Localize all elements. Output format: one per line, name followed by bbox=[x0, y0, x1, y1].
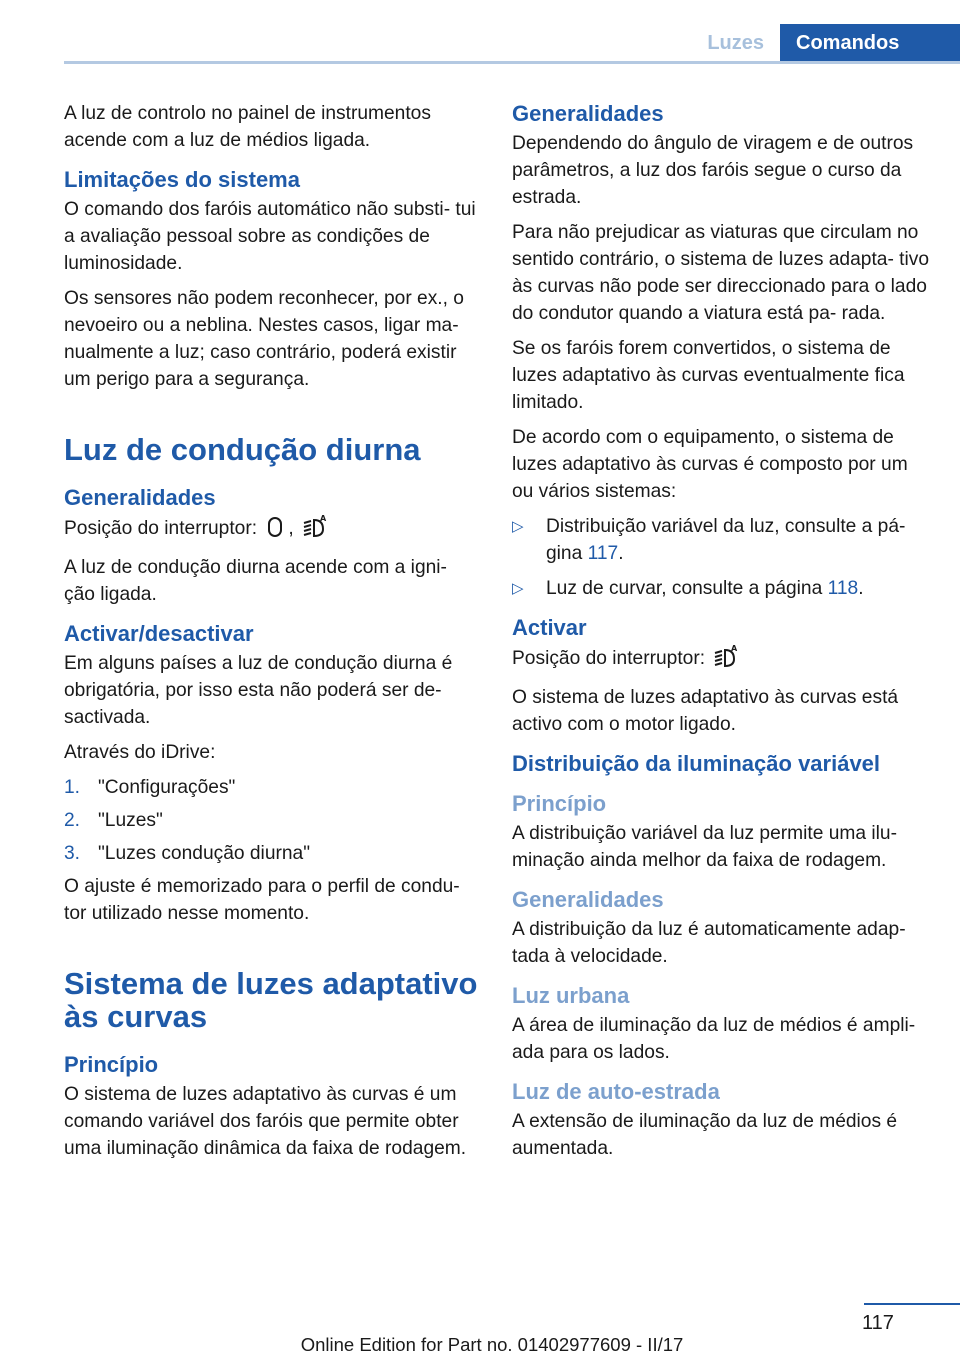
bullet-text-body: Luz de curvar, consulte a página bbox=[546, 578, 823, 599]
activate-paragraph: O sistema de luzes adaptativo às curvas está activo com o motor ligado. bbox=[512, 687, 899, 735]
activate-heading: Activar bbox=[512, 615, 587, 640]
bullet-marker: ▷ bbox=[512, 518, 524, 535]
switch-position-label: Posição do interruptor: bbox=[64, 518, 258, 539]
daytime-switch-position bbox=[64, 514, 478, 546]
variable-principle-heading: Princípio bbox=[512, 791, 607, 816]
step-text: "Configurações" bbox=[98, 777, 236, 798]
adaptive-lights-title: Sistema de luzes adaptativo às curvas bbox=[64, 966, 478, 1034]
motorway-light-heading: Luz de auto-estrada bbox=[512, 1079, 720, 1104]
step-number: 3. bbox=[64, 843, 81, 864]
system-limits-heading: Limitações do sistema bbox=[64, 167, 300, 192]
list-item bbox=[64, 774, 478, 801]
daytime-lights-title: Luz de condução diurna bbox=[64, 432, 421, 467]
variable-general-heading: Generalidades bbox=[512, 887, 664, 912]
edition-footer: Online Edition for Part no. 01402977609 - II/17 bbox=[300, 1334, 684, 1355]
right-column bbox=[512, 100, 932, 1170]
svg-text:A: A bbox=[731, 644, 738, 653]
page-link-117[interactable]: 117 bbox=[587, 543, 619, 564]
step-number: 1. bbox=[64, 777, 81, 798]
variable-distribution-heading: Distribuição da iluminação variável bbox=[512, 751, 881, 776]
header-tabs bbox=[691, 24, 960, 62]
adaptive-general-paragraph-4: De acordo com o equipamento, o sistema de luzes adaptativo às curvas é composto por um ou vários sistemas: bbox=[512, 427, 908, 502]
page-number: 117 bbox=[862, 1312, 894, 1334]
idrive-steps-list bbox=[64, 774, 478, 867]
adaptive-general-paragraph-3: Se os faróis forem convertidos, o sistema de luzes adaptativo às curvas eventualmente fica limitado. bbox=[512, 338, 905, 413]
bullet-text bbox=[546, 575, 864, 602]
page-link-118[interactable]: 118 bbox=[827, 578, 859, 599]
bullet-text bbox=[546, 513, 932, 567]
list-item bbox=[512, 575, 932, 602]
idrive-paragraph: Através do iDrive: bbox=[64, 742, 216, 763]
variable-principle-paragraph: A distribuição variável da luz permite uma ilu- minação ainda melhor da faixa de rodagem. bbox=[512, 823, 897, 871]
chapter-tab[interactable]: Comandos bbox=[780, 24, 960, 62]
adaptive-principle-heading: Princípio bbox=[64, 1052, 159, 1077]
switch-off-position-icon bbox=[266, 516, 284, 546]
adaptive-principle-paragraph: O sistema de luzes adaptativo às curvas é um comando variável dos faróis que permite obter uma iluminação dinâmica da faixa de rodagem. bbox=[64, 1084, 467, 1159]
motorway-light-paragraph: A extensão de iluminação da luz de médios é aumentada. bbox=[512, 1111, 898, 1159]
activate-deactivate-heading: Activar/desactivar bbox=[64, 621, 254, 646]
section-tab[interactable]: Luzes bbox=[691, 24, 780, 62]
adaptive-systems-list bbox=[512, 513, 932, 602]
auto-headlight-icon bbox=[303, 514, 329, 546]
bullet-text-body: Distribuição variável da luz, consulte a pá- gina bbox=[546, 516, 906, 564]
intro-paragraph: A luz de controlo no painel de instrumentos acende com a luz de médios ligada. bbox=[64, 103, 431, 151]
step-number: 2. bbox=[64, 810, 81, 831]
auto-headlight-icon bbox=[714, 644, 740, 676]
header-rule bbox=[64, 61, 960, 64]
urban-light-paragraph: A área de iluminação da luz de médios é ampli- ada para os lados. bbox=[512, 1015, 916, 1063]
list-item bbox=[64, 840, 478, 867]
list-item bbox=[64, 807, 478, 834]
svg-text:A: A bbox=[320, 514, 327, 523]
switch-separator: , bbox=[288, 518, 294, 539]
urban-light-heading: Luz urbana bbox=[512, 983, 630, 1008]
system-limits-paragraph-2: Os sensores não podem reconhecer, por ex., o nevoeiro ou a neblina. Nestes casos, ligar ma- nualmente a luz; caso contrário, poderá existir um perigo para a segurança. bbox=[64, 288, 464, 390]
bullet-marker: ▷ bbox=[512, 580, 524, 597]
list-item bbox=[512, 513, 932, 567]
activate-deactivate-paragraph: Em alguns países a luz de condução diurna é obrigatória, por isso esta não poderá ser de- sactivada. bbox=[64, 653, 453, 728]
switch-position-label: Posição do interruptor: bbox=[512, 648, 706, 669]
variable-general-paragraph: A distribuição da luz é automaticamente adap- tada à velocidade. bbox=[512, 919, 906, 967]
profile-note-paragraph: O ajuste é memorizado para o perfil de condu- tor utilizado nesse momento. bbox=[64, 876, 460, 924]
daytime-general-heading: Generalidades bbox=[64, 485, 216, 510]
step-text: "Luzes condução diurna" bbox=[98, 843, 311, 864]
step-text: "Luzes" bbox=[98, 810, 163, 831]
adaptive-general-paragraph-1: Dependendo do ângulo de viragem e de outros parâmetros, a luz dos faróis segue o curso da estrada. bbox=[512, 133, 914, 208]
bullet-end: . bbox=[858, 578, 864, 599]
bullet-end: . bbox=[618, 543, 624, 564]
daytime-general-paragraph: A luz de condução diurna acende com a igni- ção ligada. bbox=[64, 557, 447, 605]
footer-rule bbox=[864, 1303, 960, 1305]
adaptive-general-paragraph-2: Para não prejudicar as viaturas que circulam no sentido contrário, o sistema de luzes adapta- tivo às curvas não pode ser direccionado para o lado do condutor quando a viatura está pa- rada. bbox=[512, 222, 930, 324]
left-column bbox=[64, 100, 478, 1170]
adaptive-general-heading: Generalidades bbox=[512, 101, 664, 126]
activate-switch-position bbox=[512, 644, 932, 676]
system-limits-paragraph-1: O comando dos faróis automático não substi- tui a avaliação pessoal sobre as condições de luminosidade. bbox=[64, 199, 476, 274]
